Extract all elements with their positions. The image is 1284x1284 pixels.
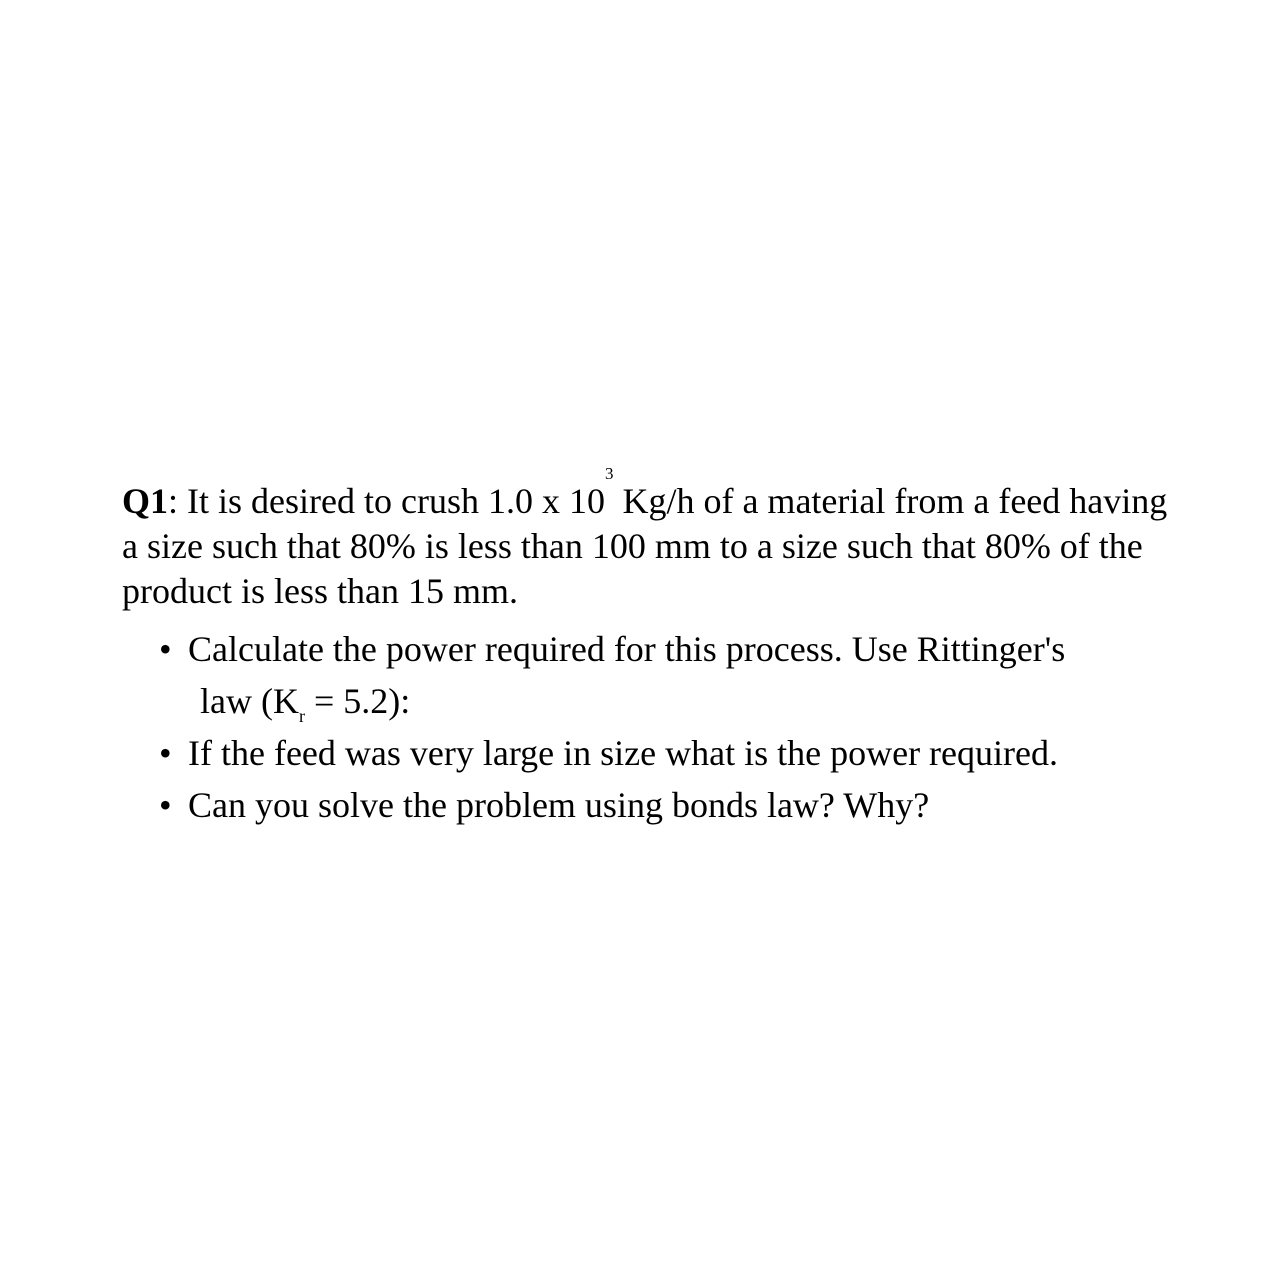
task-list [159, 623, 1239, 831]
bullet-marker: • [159, 629, 172, 669]
question-paragraph [122, 464, 1182, 614]
task-item-continuation [188, 675, 1239, 727]
question-text-start: : It is desired to crush 1.0 x 10 [168, 481, 605, 521]
exponent: 3 [604, 464, 614, 483]
task-item-large-feed [159, 727, 1239, 779]
question-text-rest: Kg/h of a material from a feed having a size such that 80% is less than 100 mm to a size such that 80% of the product is less than 15 mm. [122, 481, 1168, 611]
constant-value: = 5.2): [304, 681, 411, 721]
bullet-marker: • [159, 733, 172, 773]
task-item-text: If the feed was very large in size what is the power required. [188, 733, 1058, 773]
task-item-text: Can you solve the problem using bonds law? Why? [188, 785, 930, 825]
bullet-marker: • [159, 785, 172, 825]
task-item-text: Calculate the power required for this process. Use Rittinger's [188, 629, 1066, 669]
subscript: r [298, 706, 305, 726]
task-item-bonds-law [159, 779, 1239, 831]
question-number: Q1 [122, 481, 169, 521]
law-text: law (K [200, 681, 299, 721]
task-item-rittinger [159, 623, 1239, 727]
